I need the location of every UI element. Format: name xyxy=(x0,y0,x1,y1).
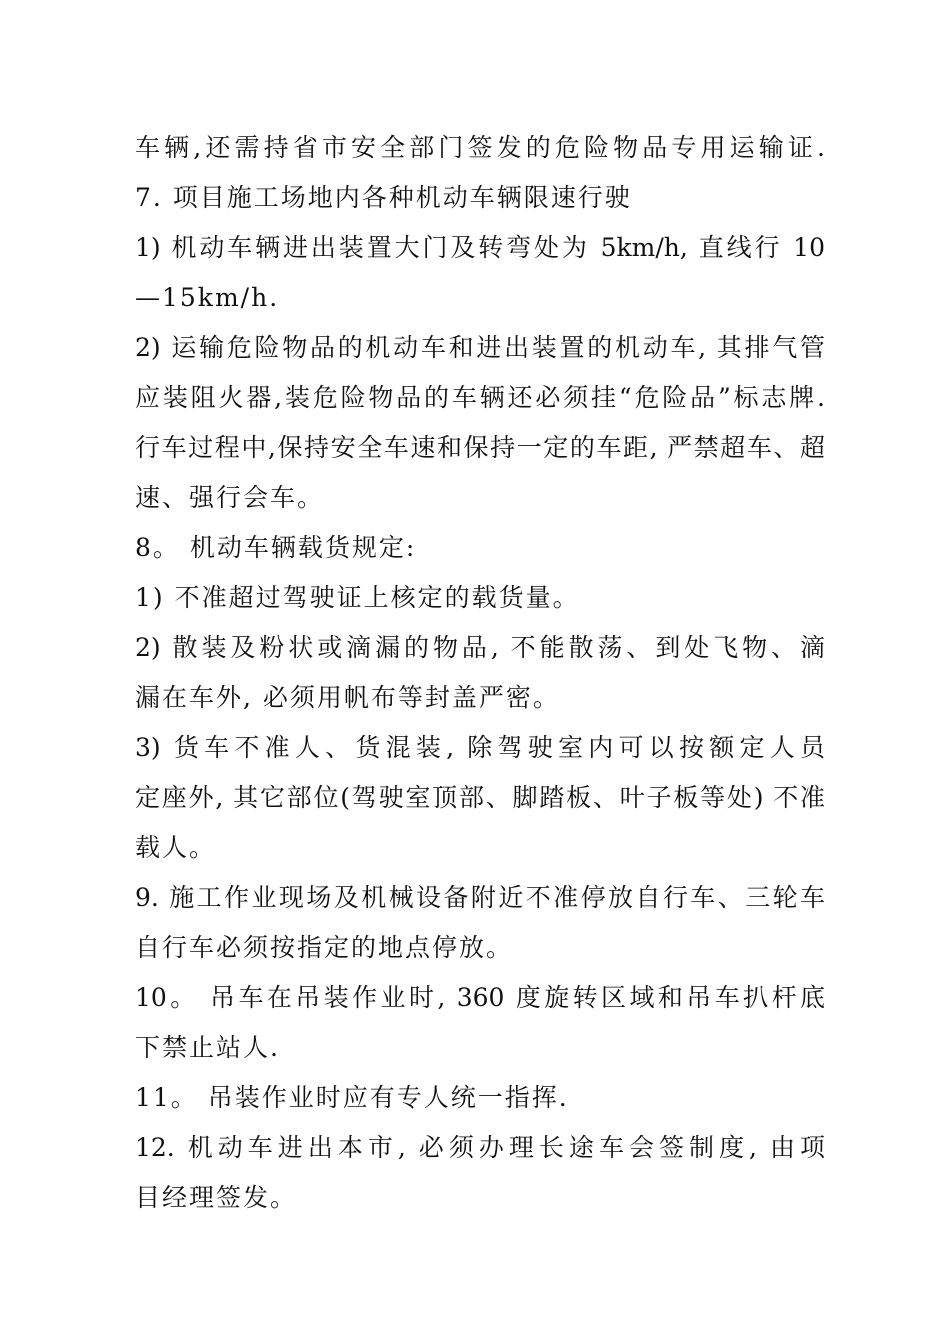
text-line-1: 车辆,还需持省市安全部门签发的危险物品专用运输证. xyxy=(135,133,825,162)
text-line-19: 下禁止站人. xyxy=(135,1033,280,1062)
text-line-13: 3) 货车不准人、货混装, 除驾驶室内可以按额定人员 xyxy=(135,733,825,762)
text-line-11: 2) 散装及粉状或滴漏的物品, 不能散荡、到处飞物、滴 xyxy=(135,633,825,662)
text-line-22: 目经理签发。 xyxy=(135,1183,298,1212)
text-line-6: 应装阻火器,装危险物品的车辆还必须挂“危险品”标志牌. xyxy=(135,383,825,412)
text-line-15: 载人。 xyxy=(135,833,217,862)
text-line-10: 1) 不准超过驾驶证上核定的载货量。 xyxy=(135,583,580,612)
text-line-7: 行车过程中,保持安全车速和保持一定的车距, 严禁超车、超 xyxy=(135,433,825,462)
text-line-8: 速、强行会车。 xyxy=(135,483,325,512)
text-line-5: 2) 运输危险物品的机动车和进出装置的机动车, 其排气管 xyxy=(135,333,825,362)
text-line-2: 7. 项目施工场地内各种机动车辆限速行驶 xyxy=(135,183,632,212)
text-line-17: 自行车必须按指定的地点停放。 xyxy=(135,933,514,962)
text-line-14: 定座外, 其它部位(驾驶室顶部、脚踏板、叶子板等处) 不准 xyxy=(135,783,825,812)
text-line-3: 1) 机动车辆进出装置大门及转弯处为 5km/h, 直线行 10 xyxy=(135,233,825,262)
text-line-18: 10。 吊车在吊装作业时, 360 度旋转区域和吊车扒杆底 xyxy=(135,983,825,1012)
text-line-16: 9. 施工作业现场及机械设备附近不准停放自行车、三轮车 xyxy=(135,883,825,912)
text-line-21: 12. 机动车进出本市, 必须办理长途车会签制度, 由项 xyxy=(135,1133,825,1162)
text-line-20: 11。 吊装作业时应有专人统一指挥. xyxy=(135,1083,569,1112)
text-line-12: 漏在车外, 必须用帆布等封盖严密。 xyxy=(135,683,560,712)
text-line-9: 8。 机动车辆载货规定: xyxy=(135,533,417,562)
text-line-4: —15km/h. xyxy=(135,283,280,312)
